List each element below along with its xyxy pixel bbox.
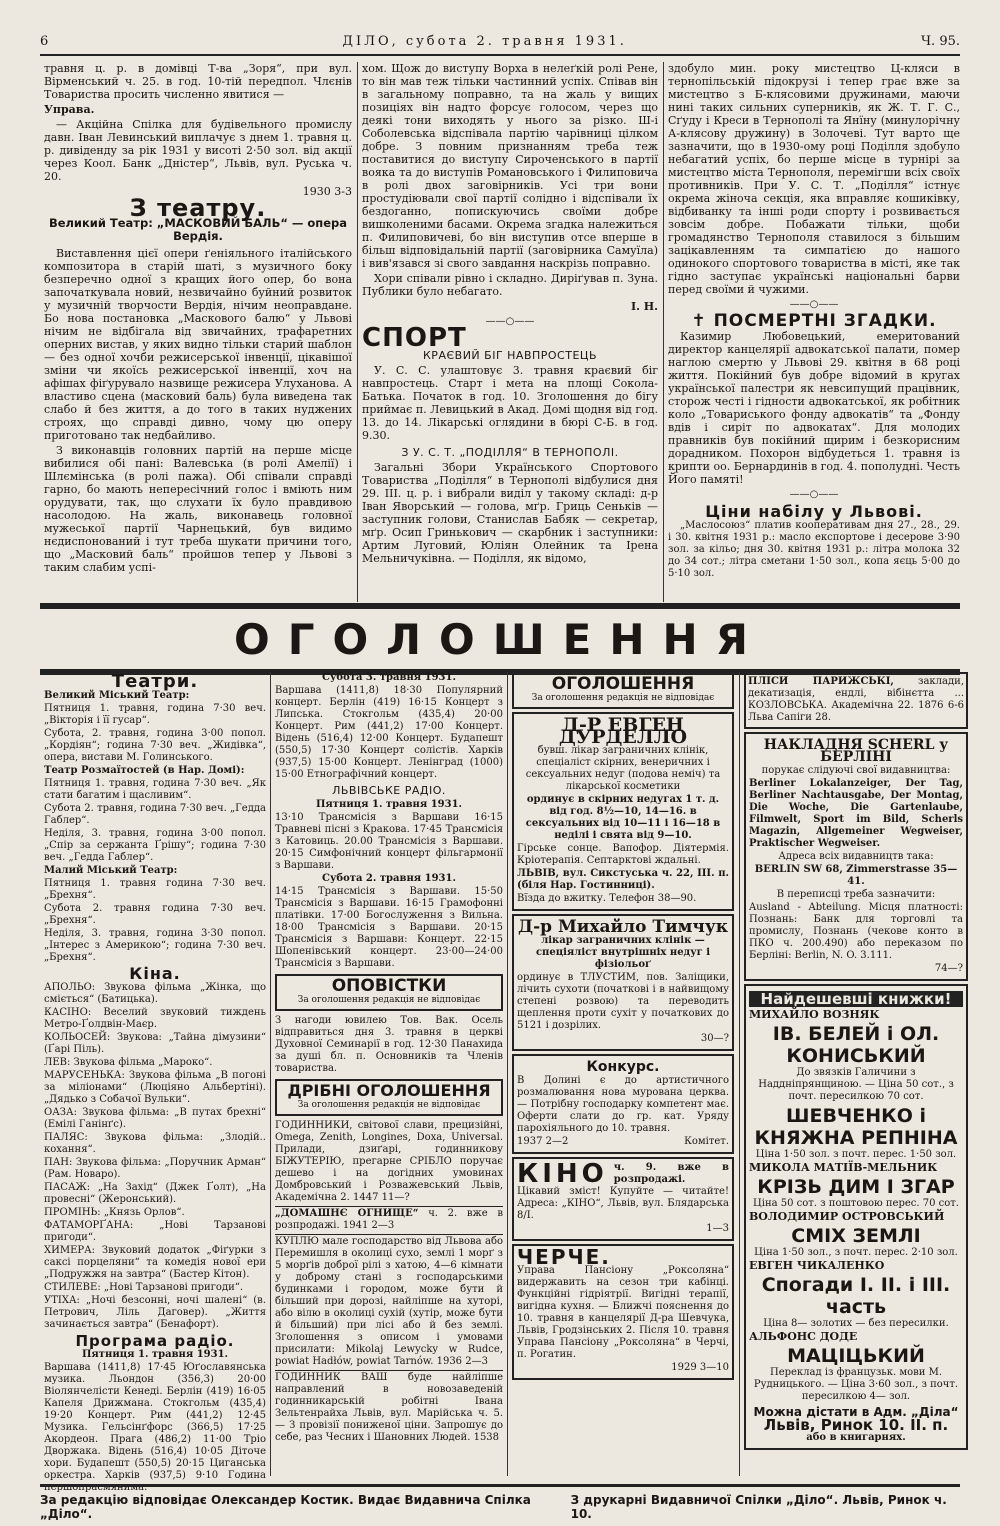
race-heading: КРАЄВИЙ БІГ НАВПРОСТЕЦЬ <box>423 349 597 362</box>
cherche-text: Управа Пансіону „Роксоляна“ видержавить на сезон три кабінці. Функційні гідріятрії. Вигідні терапії, вигідна кухня. — Ближчі пояснення до 10. травня в канцелярії Д-ра Шевчука, Львів, Гродзінських 2. Після 10. травня Управа Пансіону „Роксоляна“ в Черчі, п. Рогатин. <box>517 1265 729 1360</box>
ad-code: 1941 2—3 <box>342 1220 395 1231</box>
column-divider <box>507 672 508 1476</box>
dribni-heading: ДРІБНІ ОГОЛОШЕННЯ <box>287 1081 491 1100</box>
cinema-line: АПОЛЬО: Звукова фільма „Жінка, що сміється“ (Батицька). <box>44 982 266 1005</box>
tymchuk-ad <box>512 914 734 1051</box>
ads-column <box>512 672 734 1476</box>
footer-editor: За редакцію відповідає Олександер Костик. Видає Видавнича Спілка „Діло“. <box>40 1493 531 1521</box>
tymchuk-text: ординує в ТЛУСТИМ, пов. Заліщики, лічить сухоти (початкові і в найвищому степені розвою) та переводить щеплення проти сухіт у початкових до 5121 і дозрілих. <box>517 972 729 1031</box>
plisy-ad <box>744 672 968 729</box>
ad-code: 1447 11—? <box>352 1192 410 1203</box>
watch-ad <box>275 1120 503 1207</box>
plisy-text <box>748 676 964 724</box>
book-price: Ціна 50 сот. з поштовою перес. 70 сот. <box>753 1198 959 1209</box>
ad-code: 1937 2—2 <box>517 1136 569 1147</box>
radio-column <box>275 672 503 1476</box>
book-title: КРІЗЬ ДИМ І ЗГАР <box>757 1176 955 1198</box>
header-rule <box>40 54 960 56</box>
book-price: Переклад із французьк. мови М. Рудницького. — Ціна 3·60 зол., з почт. пересилкою 4— зол. <box>753 1367 959 1402</box>
book-price: До звязків Галичини з Наддніпрянщиною. — Ціна 50 сот., з почт. пересилкою 70 сот. <box>758 1067 954 1102</box>
masthead: ДІЛО, субота 2. травня 1931. <box>342 33 627 49</box>
separator: ——○—— <box>789 489 839 500</box>
ads-title-box <box>512 672 734 709</box>
book-title: ШЕВЧЕНКО і КНЯЖНА РЕПНІНА <box>754 1105 958 1149</box>
theatre-line: Неділя, 3. травня, година 3·30 попол. „Інтерес з Америкою“; година 7·30 веч. „Брехня“. <box>44 928 266 963</box>
meeting-notice: травня ц. р. в домівці Т-ва „Зоря“, при вул. Вірменський ч. 25. в год. 10-тій передпол. Члєнів Товариства просить численно явитися — <box>44 62 352 101</box>
radio-text: Варшава (1411,8) 18·30 Популярний концерт. Берлін (419) 16·15 Концерт з Липська. Стокгольм (435,4) 20·00 Концерт. Рим (441,2) 17·00 Концерт. Відень (516,4) 12·00 Концерт. Будапешт (550,5) 17·30 Концерт солістів. Харків (937,5) 15·00 Концерт. Ленінград (1000) 15·00 Етнографічний концерт. <box>275 685 503 780</box>
theatre-line: Субота 2. травня, година 7·30 веч. „Гедда Габлер“. <box>44 803 266 826</box>
theatre-signature: І. Н. <box>630 300 658 313</box>
book-author: АЛЬФОНС ДОДЕ <box>749 1330 858 1343</box>
announcements-banner <box>40 603 960 675</box>
obituary-text: Казимир Любовецький, емеритований директор канцелярії адвокатської палати, помер наглою смертю у Львові 29. квітня в 68 році життя. Покійний був добре відомий в кругах української палестри як невсипущий працівник, сторож честі і гідности адвокатської, як робітник коло „Товариського фонду адвокатів“ та „Фонду вдів і сиріт по адвокатах“. Для молодих правників був покійний щирим і безкорисним дорадником. Похорон відбудеться 1. травня із крипти оо. Бернардинів в год. 4. пополудні. Честь Його памяті! <box>668 330 961 486</box>
ad-code: 1—3 <box>706 1223 729 1234</box>
obituary-heading <box>668 311 960 331</box>
books-buy: Можна дістати в Адм. „Діла“ <box>753 1405 959 1419</box>
book-price: Ціна 8— золотих — без пересилки. <box>763 1318 949 1329</box>
page-header <box>40 30 960 52</box>
radio-heading: Програма радіо. <box>75 1332 235 1350</box>
farm-ad-text: КУПЛЮ мале господарство від Львова або Перемишля в околиці сухо, землі 1 морґ з 5 морґів доброї рілі з хатою, 4—6 кімнати у доброму стані з господарськими будинками і городом, може бути й більший при дорозі, найліпше на хуторі, або вілю в околиці сухій (хутір, може бути й більший) при лісі або й без землі. Зголошення з описом і умовами присилати: Mikolaj Lewycky w Rudce, powiat Hadłów, powiat Tarnów. <box>275 1236 503 1367</box>
radio-text: 14·15 Трансмісія з Варшави. 15·50 Трансмісія з Варшави. 16·15 Грамофонні платівки. 17·00 Богослуження з Вильна. 18·00 Трансмісія з Варшави. 20·15 Трансмісія з Варшави: Концерт. 22·15 Шопенівський концерт. 23·00—24·00 Трансмісія з Варшави. <box>275 886 503 969</box>
column-1 <box>44 62 352 602</box>
column-divider <box>663 62 664 602</box>
kino-header <box>517 1159 729 1189</box>
scherl-ad <box>744 732 968 981</box>
durdello-ad <box>512 712 734 911</box>
theatres-column <box>44 671 266 1493</box>
akciyna-code: 1930 3-3 <box>302 185 352 198</box>
disclaimer: За оголошення редакція не відповідає <box>297 995 481 1005</box>
konkurs-ad <box>512 1054 734 1154</box>
cinema-line: КАСІНО: Веселий звуковий тиждень Метро-Ґолдвін-Маєр. <box>44 1007 266 1030</box>
theatre-choirs: Хори співали рівно і складно. Диріґував п. Зуна. Публики було небагато. <box>362 272 658 298</box>
scherl-sub: порукає слідуючі свої видавництва: <box>761 765 951 776</box>
theatre-paragraph-1: Виставлення цієї опери ґеніяльного італійського композитора в старій шаті, з музичного боку безперечно одної з кращих його опер, бо вона започаткувала новий, незвичайно буйний розвиток у музичній творчости Вердія, нічим неоправдане. Бо нова постановка „Маскового балю“ у Львові нічим не відбігала від звичайних, трафаретних оперних вистав, у яких видно тільки старий шаблон — без одної хочби режисерської інвенції, цікавішої зміни чи якоїсь режисерської інвенції, хоч на афішах фіґурувало назвище режисера Улуханова. А властиво сцена (масковий баль) була виведена так слабо й без життя, а до того в таких нуджених строях, що справді дивно, чому цю оперу приготовано так недбайливо. <box>44 247 352 442</box>
theatre-continued: хом. Щож до виступу Ворха в нелеґкій ролі Рене, то він мав теж тільки частинний успіх. Співав він в загальному поправно, та на жаль у вищих позиціях він надто форсує голосом, через що деякі тони виходять у нього за різко. Ш-і Соболевська відспівала партію чарівниці цілком добре. З повним признанням треба теж поставитися до виступу Сироченського в партії вояка та до виступів Романовського і Филиповича в ролі двох заговірників. Усі три вони простудіювали свої партії солідно і відспівали їх бездоганно, попискуючись своїми добре вишколеними басами. Окрема згадка належиться п. Филиповичеві, бо він виступив отсе вперше в більш відповідальній партії (заговірника Самуїла) і вив'язався зі свого завдання наскрізь поправно. <box>362 62 658 270</box>
cinema-line: СТИЛЕВЕ: „Нові Тарзанові пригоди“. <box>44 1282 244 1293</box>
dribni-box <box>275 1079 503 1116</box>
books-address: Львів, Ринок 10. II. п. <box>763 1416 949 1434</box>
scherl-list: Berliner Lokalanzeiger, Der Tag, Berliner Nachtausgabe, Der Montag, Die Woche, Die Gartenlaube, Filmwelt, Sport im Bild, Scherls Magazin, Allgemeiner Wegweiser, Praktischer Wegweiser. <box>749 778 963 849</box>
theatre-venue: Великий Міський Театр: <box>44 690 190 701</box>
theatres-heading: Театри. <box>111 671 199 692</box>
book-author: МИКОЛА МАТІЇВ-МЕЛЬНИК <box>749 1161 938 1174</box>
kino-badge: ч. 9. вже в розпродажі. <box>613 1162 729 1185</box>
magazine-ad-text: ч. 2. вже в розпродажі. <box>275 1208 503 1231</box>
right-ads-column <box>744 672 968 1476</box>
scherl-addr-label: Адреса всіх видавництв така: <box>778 851 934 862</box>
ad-code: 1936 2—3 <box>436 1356 488 1367</box>
theatre-paragraph-2: З виконавців головних партій на перше місце вибилися обі пані: Валевська (в ролі Амелії) і Шлємінська (в ролі пажа). Обі співали справді гарно, бо мають непересічний голос і вміють ним орудувати, так, що слухати їх було правдивою насолодою. На жаль, виконавець головної мужеської партії Чарнецький, був видимо нєдиспонований і тут треба шукати причини того, що „Масковий баль“ пройшов тепер у Львові з таким слабим успі- <box>44 444 352 574</box>
akciyna-notice: — Акційна Спілка для будівельного промислу давн. Іван Левинський виплачує з днем 1. травня ц. р. дивіденду за рік 1931 у висоті 2·50 зол. від акції через Коол. Банк „Дністер“, Львів, вул. Руська ч. 20. <box>44 118 352 183</box>
durdello-desc: бувш. лікар заграничних клінік, спеціаліст скірних, венеричних і сексуальних недуг (подова неміч) та лікарської косметики <box>525 745 721 792</box>
cherche-ad <box>512 1244 734 1380</box>
theatre-subheading: Великий Театр: „МАСКОВИЙ БАЛЬ“ — опера Вердія. <box>48 216 348 243</box>
magazine-ad-title: „ДОМАШНЄ ОГНИЩЕ“ <box>275 1208 419 1219</box>
cinema-line: УТІХА: „Ночі безсонні, ночі шалені“ (в. Петрович, Ліль Даговер). „Життя зачинається завтра“ (Бенафорт). <box>44 1295 266 1330</box>
cherche-title: ЧЕРЧЕ. <box>517 1245 611 1269</box>
column-2 <box>362 62 658 602</box>
theatre-venue: Малий Міський Театр: <box>44 865 178 876</box>
prices-heading: Ціни набілу у Львові. <box>705 502 923 521</box>
meeting-signature: Управа. <box>44 103 95 116</box>
obituary-heading-text: ПОСМЕРТНІ ЗГАДКИ. <box>713 311 937 331</box>
book-price: Ціна 1·50 зол., з почт. перес. 2·10 зол. <box>754 1247 958 1258</box>
ad-code: 1929 3—10 <box>671 1362 729 1373</box>
book-author: ВОЛОДИМИР ОСТРОВСЬКИЙ <box>749 1210 945 1223</box>
durdello-phone: Вїзда до вжитку. Телефон 38—90. <box>517 893 697 904</box>
separator: ——○—— <box>789 299 839 310</box>
durdello-hours: ординує в скірних недугах 1 т. д. від год. 8½—10, 14—16. в сексуальних від 10—11 і 16—18 в неділі і свята від 9—10. <box>525 794 721 841</box>
radio-day: Субота 3. травня 1931. <box>322 672 456 683</box>
book-author: ЕВГЕН ЧИКАЛЕНКО <box>749 1259 885 1272</box>
books-heading: Найдешевші книжки! <box>749 991 963 1007</box>
book-title: СМІХ ЗЕМЛІ <box>791 1225 921 1247</box>
scherl-address: BERLIN SW 68, Zimmerstrasse 35—41. <box>754 864 958 887</box>
opovistky-heading: ОПОВІСТКИ <box>331 976 447 996</box>
podillya-heading: З У. С. Т. „ПОДІЛЛЯ“ В ТЕРНОПОЛІ. <box>401 446 619 459</box>
page-number: 6 <box>40 33 49 49</box>
cinema-line: ЛЕВ: Звукова фільма „Мароко“. <box>44 1057 213 1068</box>
konkurs-text: В Долині є до артистичного розмалювання нова мурована церква. — Потрібну господарку компетент має. Оферти слати до гр. кат. Уряду парохіяльного до 10. травня. <box>517 1075 729 1134</box>
scherl-title: НАКЛАДНЯ SCHERL у БЕРЛІНІ <box>763 737 949 765</box>
footer-printer: З друкарні Видавничої Спілки „Діло“. Львів, Ринок ч. 10. <box>570 1493 947 1521</box>
theatre-line: Пятниця 1. травня, година 7·30 веч. „Як стати багатим і щасливим“. <box>44 778 266 801</box>
prices-text: „Маслосоюз“ платив кооперативам дня 27., 28., 29. і 30. квітня 1931 р.: масло експортове і десерове 3·90 зол. за кільо; дня 30. квітня 1931 р.: літра молока 32 до 34 сот.; літра сметани 1·50 зол., копа яєць 5·00 до 5·10 зол. <box>668 520 960 579</box>
column-3 <box>668 62 960 602</box>
theatre-line: Субота 2. травня година 7·30 веч. „Брехня“. <box>44 903 266 926</box>
radio-text: 13·10 Трансмісія з Варшави 16·15 Травневі пісні з Кракова. 17·45 Трансмісія з Катовиць. 20.00 Трансмісія з Варшави. 20·15 Симфонічний концерт фільгармонії з Варшави. <box>275 812 503 871</box>
column-divider <box>270 672 271 1476</box>
theatre-heading: З театру. <box>129 194 267 222</box>
ad-code: 30—? <box>700 1033 729 1044</box>
watchmaker-ad <box>275 1372 503 1444</box>
issue-number: Ч. 95. <box>921 33 960 49</box>
cinema-line: ФАТАМОРҐАНА: „Нові Тарзанові пригоди“. <box>44 1220 266 1243</box>
cinemas-heading: Кіна. <box>129 964 181 983</box>
konkurs-title: Конкурс. <box>586 1059 660 1075</box>
radio-day: Субота 2. травня 1931. <box>322 873 456 884</box>
column-divider <box>357 62 358 602</box>
theatre-line: Субота, 2. травня, година 3·00 попол. „Кордіян“; година 7·30 веч. „Жидівка“, опера, вистави М. Голинського. <box>44 728 266 763</box>
race-text: У. С. С. улаштовує 3. травня краєвий біг навпростець. Старт і мета на площі Сокола-Батька. Початок в год. 10. Зголошення до бігу приймає п. Левицький в Акад. Домі щодня від год. 13. до 14. Лікарські оглядини в бюрі С-Б. в год. 9.30. <box>362 364 658 442</box>
book-author: МИХАЙЛО ВОЗНЯК <box>749 1008 880 1021</box>
page-footer <box>40 1484 960 1521</box>
tymchuk-title: Д-р Михайло Тимчук <box>517 917 729 937</box>
announcements-banner-text: ОГОЛОШЕННЯ <box>234 614 766 664</box>
theatre-line: Пятниця 1. травня, година 7·30 веч. „Вікторія і її гусар“. <box>44 703 266 726</box>
cinema-line: ОАЗА: Звукова фільма: „В путах брехні“ (Емілі Ганінґс). <box>44 1107 266 1130</box>
sport-heading: СПОРТ <box>362 323 467 353</box>
magazine-ad <box>275 1208 503 1235</box>
lviv-radio-heading: ЛЬВІВСЬКЕ РАДІО. <box>332 784 446 797</box>
radio-day: Пятниця 1. травня 1931. <box>315 799 463 810</box>
kino-title: КІНО <box>517 1159 608 1189</box>
book-price: Ціна 1·50 зол. з почт. перес. 1·50 зол. <box>755 1149 957 1160</box>
cinema-line: КОЛЬОСЕЙ: Звукова: „Тайна дімузини“ (Ґарі Піль). <box>44 1032 266 1055</box>
theatre-venue: Театр Розмаїтостей (в Нар. Домі): <box>44 765 245 776</box>
books-ad <box>744 984 968 1450</box>
books-or: або в книгарнях. <box>806 1432 906 1443</box>
podillya-text: Загальні Збори Українського Спортового Товариства „Поділля“ в Тернополі відбулися дня 29. III. ц. р. і вибрали виділ у такому складі: д-р Іван Яворський — голова, мґр. Гриць Сеньків — заступник голови, Станислав Бабяк — секретар, мґр. Осип Гринькович — скарбник і заступники: Артим Луговий, Юліян Олейник та Ірена Мельничуківна. — Поділля, як відомо, <box>362 461 658 565</box>
scherl-ref: В переписці треба зазначити: <box>776 889 936 900</box>
separator: ——○—— <box>485 316 535 327</box>
radio-text: Варшава (1411,8) 17·45 Юґославянська музика. Льондон (356,3) 20·00 Віолянчелісти Кенеді. Берлін (419) 16·05 Капеля Дрижмана. Стокгольм (435,4) 19·20 Концерт. Рим (441,2) 12·45 Музика. Гельсінґфорс (366,5) 17·25 Акордеон. Прага (486,2) 11·00 Тріо Дворжака. Відень (516,4) 10·05 Діточе хори. Будапешт (550,5) 20·15 Циганська оркестра. Харків (937,5) 9·10 Година першопрасмянима. <box>44 1362 266 1493</box>
ad-code: 1538 <box>473 1432 500 1443</box>
farm-ad <box>275 1236 503 1371</box>
durdello-title: Д-Р ЕВГЕН ДУРДЕЛЛО <box>558 714 688 748</box>
book-title: ІВ. БЕЛЕЙ і ОЛ. КОНИСЬКИЙ <box>772 1023 940 1067</box>
ads-heading: ОГОЛОШЕННЯ <box>551 674 695 694</box>
konkurs-signature: Комітет. <box>684 1136 729 1147</box>
cinema-line: ПАСАЖ: „На Захід“ (Джек Ґолт), „На провесні“ (Жеронський). <box>44 1182 266 1205</box>
kino-text: Цікавий зміст! Купуйте — читайте! Адреса: „КІНО“, Львів, вул. Блядарська 8/I. <box>517 1186 729 1221</box>
theatre-line: Неділя, 3. травня, година 3·00 попол. „Спір за сержанта Ґрішу“; година 7·30 веч. „Гедда Габлер“. <box>44 828 266 863</box>
watchmaker-ad-text: ГОДИННИК ВАШ буде найліпше направлений в новозаведеній годинникарській робітні Івана Зельтенрайха Львів, вул. Марійська ч. 5. — З провізії пониженої ціни. Запрошує до себе, раз Чесних і Шановних Людей. <box>275 1372 503 1443</box>
kino-ad <box>512 1157 734 1241</box>
durdello-extra: Гірське сонце. Вапофор. Діятермія. Кріотерапія. Септарктові ждальні. <box>517 843 729 866</box>
tymchuk-sub: лікар заграничних клінік — спеціяліст внутрішніх недуг і фізіольоґ <box>535 935 711 970</box>
plisy-desc: заклади, декатизація, ендлі, вібінєтта ... КОЗЛОВСЬКА. Академічна 22. <box>748 676 964 711</box>
plisy-title: ПЛІСИ ПАРИЖСЬКІ, <box>748 676 894 687</box>
book-title: МАЦІЦЬКИЙ <box>787 1345 925 1367</box>
opovistky-text: З нагоди ювилею Тов. Вак. Осель відправиться дня 3. травня в церкві Духовної Семинарії в год. 12·30 Панахида за душі бл. п. Основників та Членів товариства. <box>275 1015 503 1074</box>
ad-code: 1876 6-6 Льва Сапіги 28. <box>748 700 965 723</box>
opovistky-box <box>275 974 503 1011</box>
podillya-continued: здобуло мин. року мистецтво Ц-кляси в тернопільській підокрузі і тепер грає вже за мистецтво з Б-клясовими дружинами, маючи нині таких сильних суперників, як Ж. Т. Г. С., Сґуду і Креси в Тернополі та Янїну (минулорічну А-клясову дружину) в Золочеві. Тут варто ще зазначити, що в 1930-ому році Поділля здобуло небагатий успіх, бо перше місце в турнірі за мистецтво міста Тернополя, перемігши всіх своїх противників. При У. С. Т. „Поділля“ істнує окрема жіноча секція, яка вправляє кошиківку, відбиванку та інші роди спорту і розвивається зовсім добре. Побажати тільки, щоби громадянство Тернополя ставилося з більшим зацікавленням та симпатією до нашого одинокого спортового товариства в місті, яке так гідно заступає українські національні барви перед своїми й чужими. <box>668 62 960 296</box>
cinema-line: МАРУСЕНЬКА: Звукова фільма „В погоні за міліонами“ (Люціяно Альбертіні). „Дядько з Собачої Вульки“. <box>44 1070 266 1105</box>
column-divider <box>739 672 740 1476</box>
cinema-line: ХИМЕРА: Звуковий додаток „Фіґурки з саксі порцеляни“ та комедія нової ери „Подружжя на завтра“ (Бастер Кітон). <box>44 1245 266 1280</box>
watch-ad-text: ГОДИННИКИ, світової слави, прецизійні, Omega, Zenith, Longines, Doxa, Universal. Прилади, дзиґарі, годинникову БІЖУТЕРІЮ, прегарне СРІБЛО поручає дешево і на догідних умовинах Домбровський і Розважевський Львів, Академічна 2. <box>275 1120 503 1203</box>
disclaimer: За оголошення редакція не відповідає <box>531 693 715 703</box>
radio-day: Пятниця 1. травня 1931. <box>81 1349 229 1360</box>
disclaimer: За оголошення редакція не відповідає <box>297 1100 481 1110</box>
cinema-line: ПАЛЯС: Звукова фільма: „Злодій.. кохання“. <box>44 1132 266 1155</box>
theatre-line: Пятниця 1. травня година 7·30 веч. „Брехня“. <box>44 878 266 901</box>
ad-code: 74—? <box>934 963 963 974</box>
cinema-line: ПРОМІНЬ: „Князь Орлов“. <box>44 1207 185 1218</box>
cross-icon: ✝ <box>691 311 714 331</box>
durdello-address: ЛЬВІВ, вул. Сикстуська ч. 22, III. п. (біля Нар. Гостинниці). <box>517 868 729 891</box>
scherl-abt: Ausland - Abteilung. Місця платності: Познань: Банк для торговлі та промислу, Познань (чекове конто в ПКО ч. 200.490) або переказом по Берліні: Berlin, N. O. 3.111. <box>749 902 963 961</box>
cinema-line: ПАН: Звукова фільма: „Поручник Арман“ (Рам. Новаро). <box>44 1157 266 1180</box>
konkurs-footer <box>517 1136 729 1148</box>
book-title: Спогади І. ІІ. і ІІІ. часть <box>761 1274 951 1318</box>
